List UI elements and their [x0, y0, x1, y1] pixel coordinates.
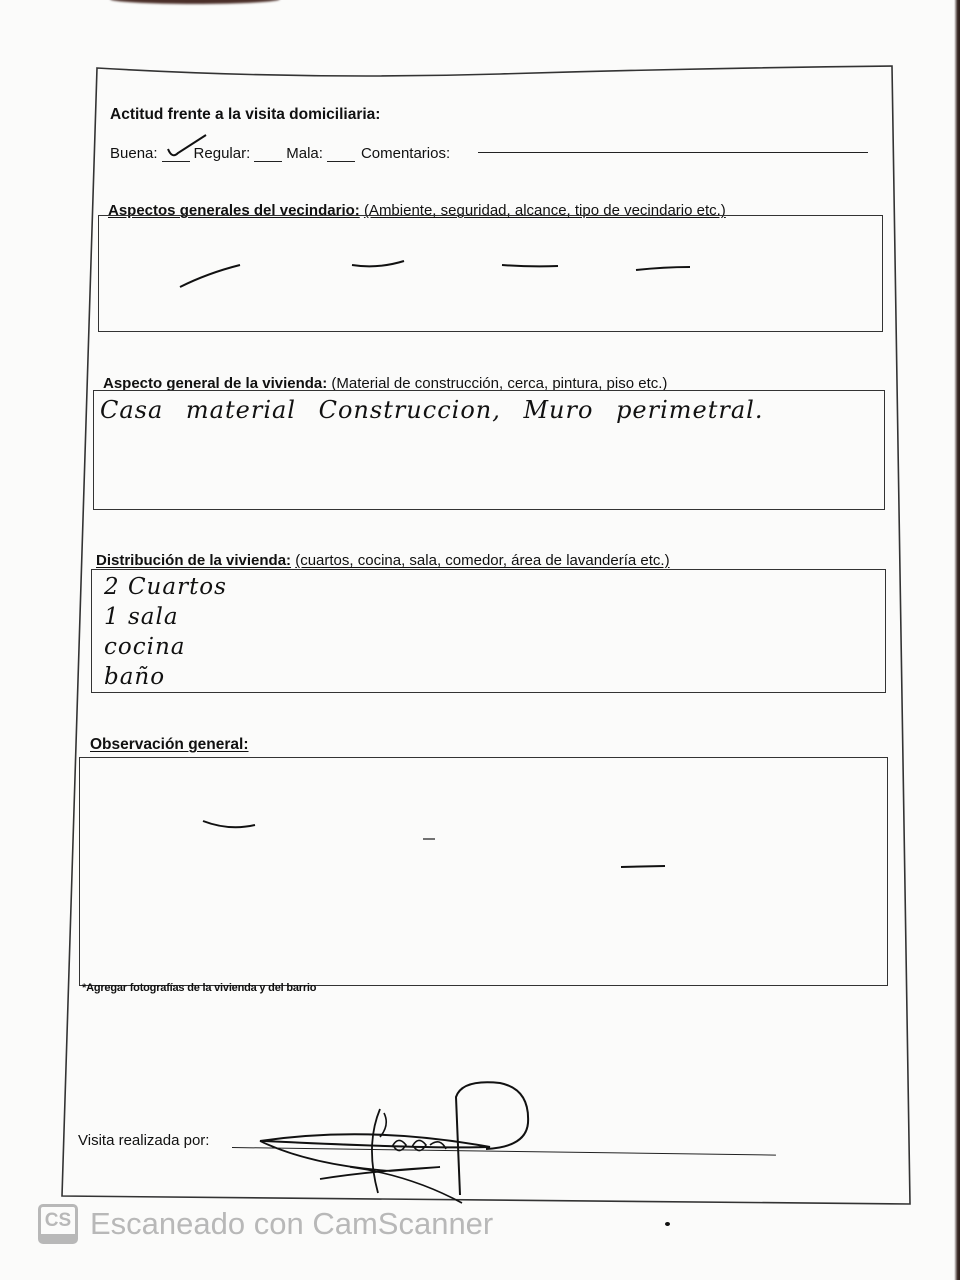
neighborhood-heading: Aspectos generales del vecindario:: [108, 202, 360, 219]
ink-dot: [665, 1222, 670, 1226]
dash-mark: [621, 866, 665, 867]
comments-field[interactable]: [478, 152, 868, 153]
housing-aspect-handwritten: Casa material Construccion, Muro perimetral.: [100, 396, 764, 424]
housing-distribution-label: [96, 552, 670, 569]
observation-dash-marks: [79, 757, 889, 987]
option-regular-label: Regular:: [193, 145, 251, 162]
housing-aspect-hint: (Material de construcción, cerca, pintura, piso etc.): [331, 375, 668, 392]
comments-label: Comentarios:: [360, 145, 451, 162]
distribution-line: 1 sala: [104, 604, 179, 630]
dash-mark: [180, 265, 240, 287]
option-buena-field[interactable]: [162, 147, 190, 162]
housing-aspect-heading: Aspecto general de la vivienda:: [103, 375, 328, 392]
dash-mark: [203, 821, 255, 827]
neighborhood-hint: (Ambiente, seguridad, alcance, tipo de vecindario etc.): [363, 202, 726, 219]
signature: [250, 1075, 550, 1205]
visit-by-label: Visita realizada por:: [78, 1132, 210, 1149]
distribution-line: baño: [104, 664, 166, 690]
option-buena-label: Buena:: [110, 145, 158, 162]
observation-heading: Observación general:: [90, 736, 249, 753]
distribution-line: 2 Cuartos: [104, 574, 227, 600]
dash-mark: [352, 261, 404, 266]
distribution-line: cocina: [104, 634, 186, 660]
photo-note: *Agregar fotografías de la vivienda y del barrio: [82, 982, 317, 994]
attitude-options: [110, 145, 450, 162]
neighborhood-dash-marks: [98, 215, 883, 333]
attitude-heading: Actitud frente a la visita domiciliaria:: [110, 106, 381, 123]
option-mala-label: Mala:: [286, 145, 323, 162]
housing-distribution-heading: Distribución de la vivienda:: [96, 552, 292, 569]
camscanner-logo-text: CS: [44, 1210, 72, 1231]
option-mala-field[interactable]: [327, 147, 355, 162]
option-regular-field[interactable]: [254, 147, 282, 162]
dash-mark: [502, 265, 558, 266]
camscanner-text: Escaneado con CamScanner: [90, 1206, 494, 1241]
camscanner-watermark: [38, 1204, 493, 1244]
dash-mark: [636, 267, 690, 270]
housing-distribution-hint: (cuartos, cocina, sala, comedor, área de lavandería etc.): [295, 552, 670, 569]
housing-distribution-list: [104, 572, 227, 692]
camscanner-logo-icon: [38, 1204, 78, 1244]
check-mark-icon: [164, 133, 208, 163]
